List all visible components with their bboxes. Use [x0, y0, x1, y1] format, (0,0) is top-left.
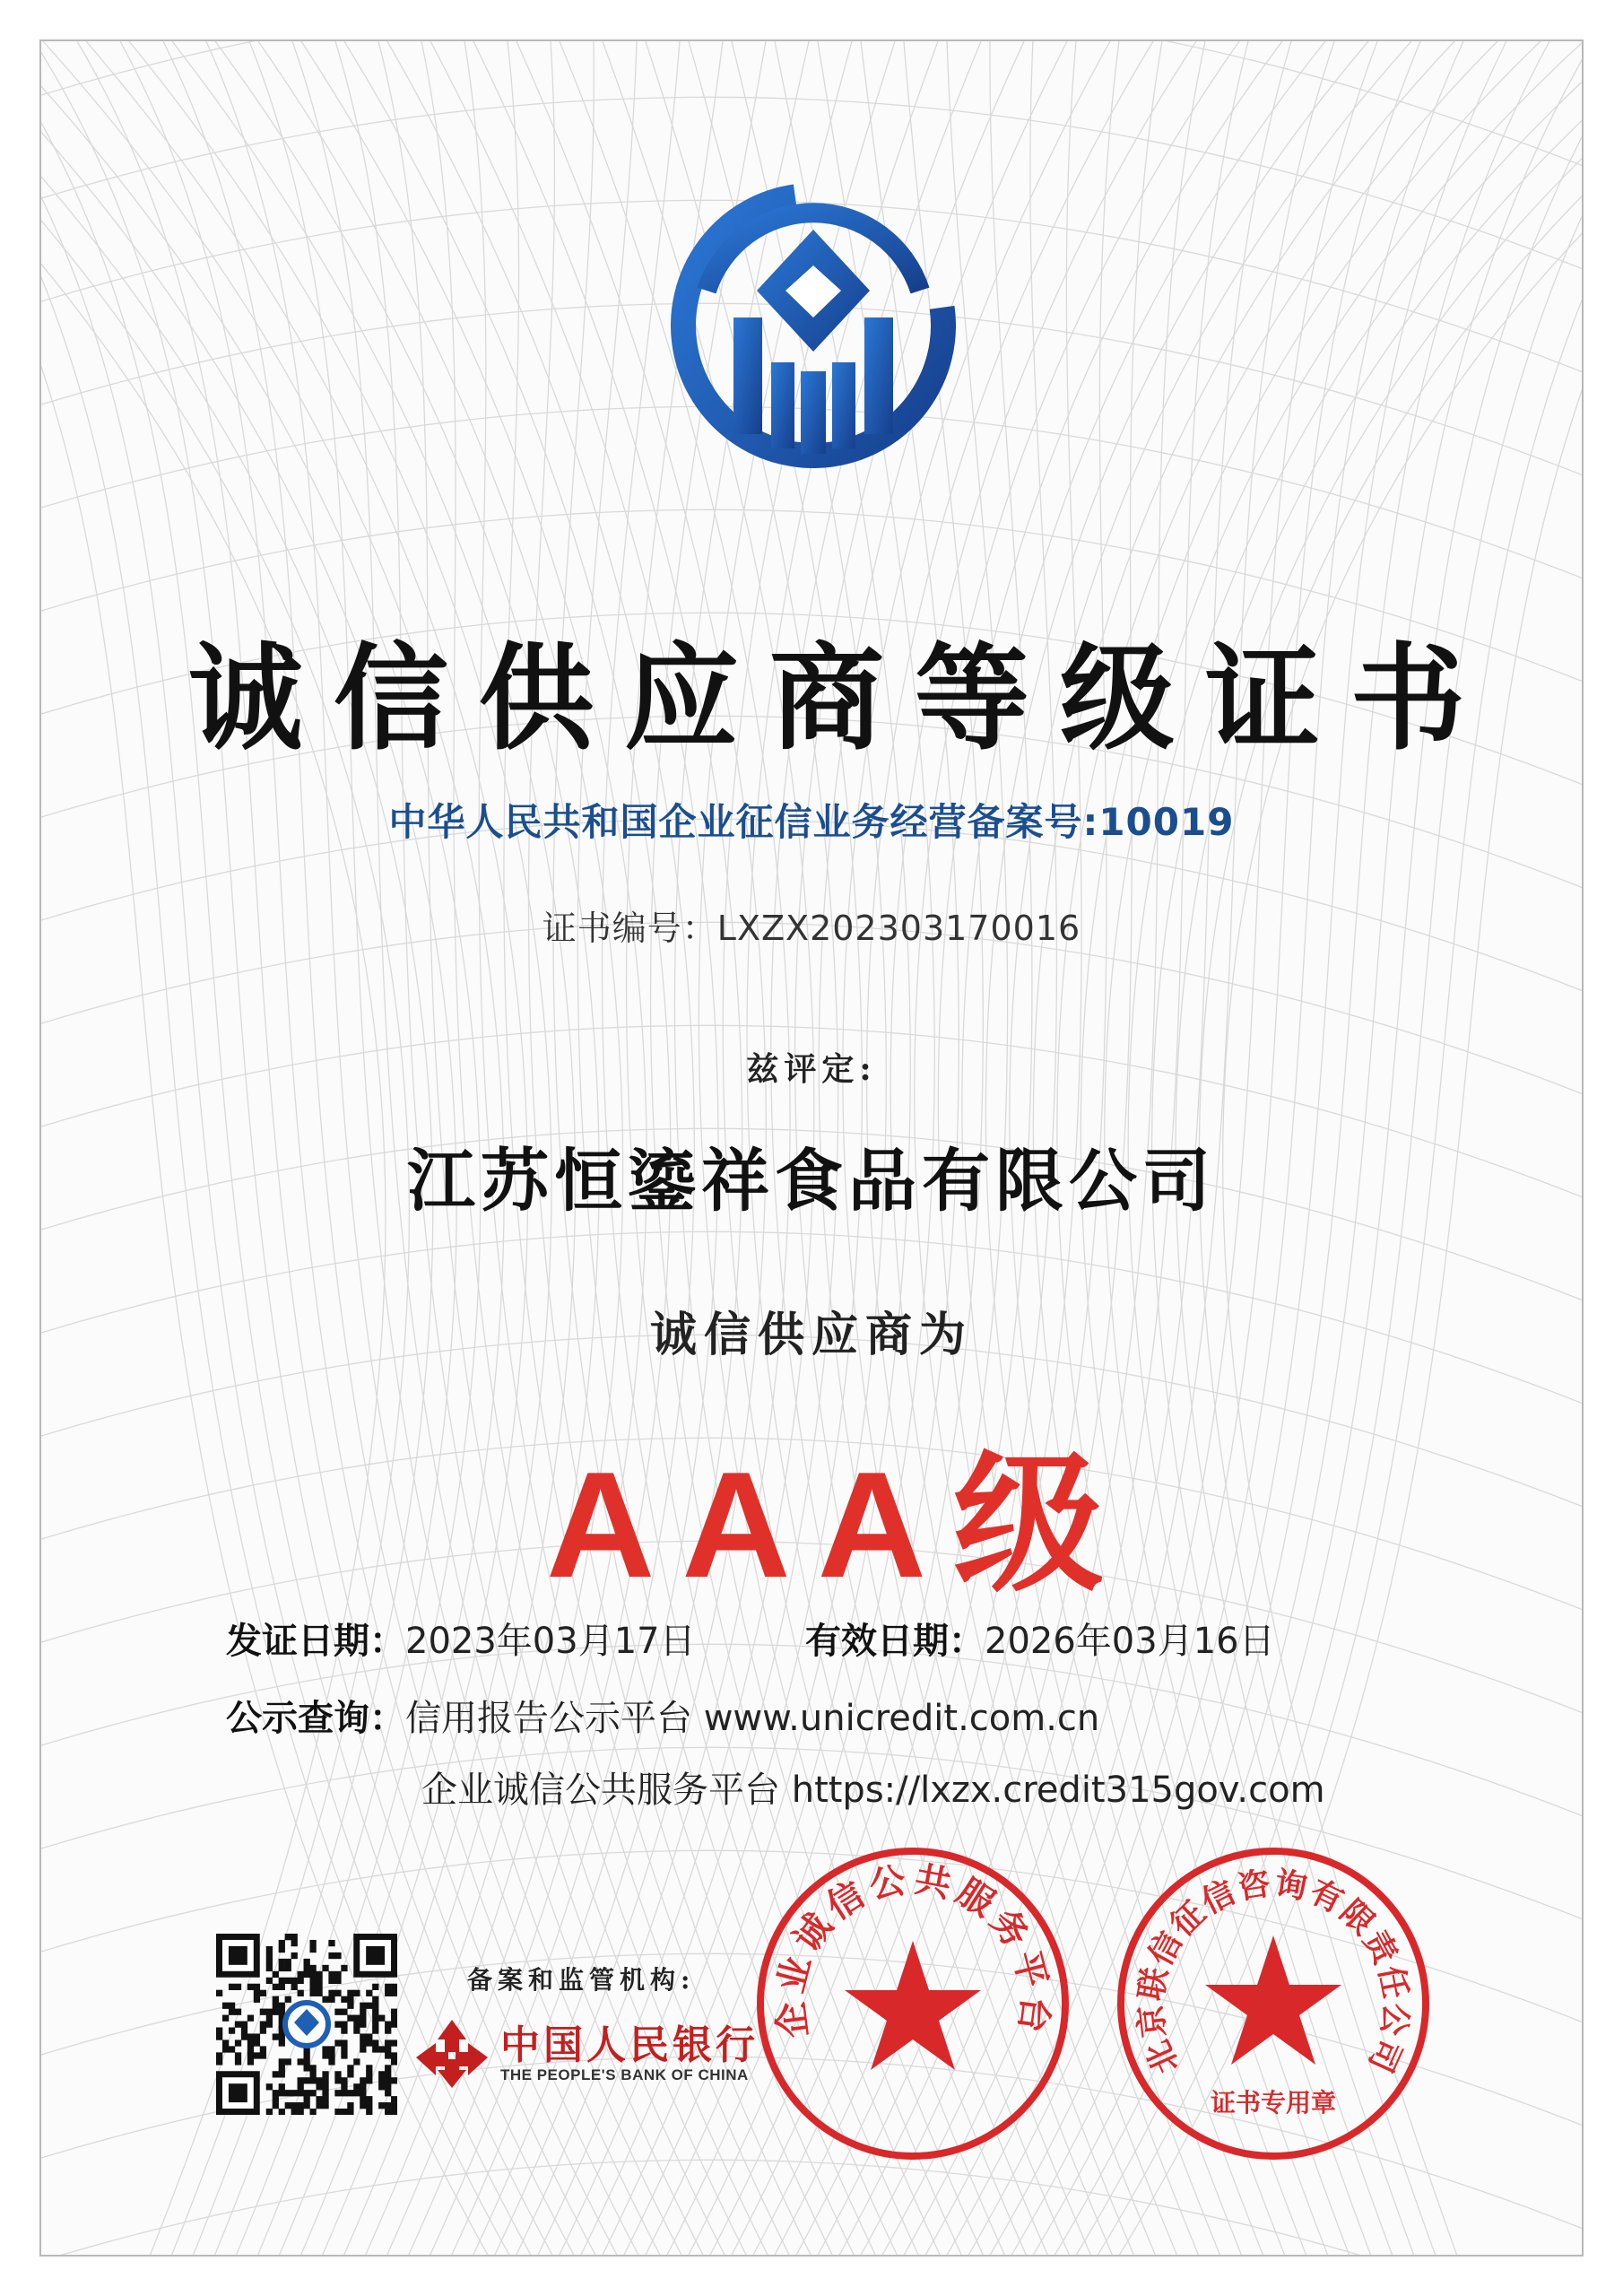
registration-number: 中华人民共和国企业征信业务经营备案号:10019: [388, 800, 1235, 844]
pboc-logo-icon: [411, 2016, 493, 2092]
issue-date-value: 2023年03月17日: [405, 1621, 696, 1662]
certificate-title: 诚信供应商等级证书: [187, 632, 1496, 766]
assessment-intro: 兹评定:: [746, 1050, 877, 1088]
supplier-rating-text: 诚信供应商为: [649, 1308, 973, 1362]
valid-date-value: 2026年03月16日: [985, 1621, 1275, 1662]
seal2-bottom-text: 证书专用章: [1210, 2088, 1337, 2118]
pboc-name-en: THE PEOPLE'S BANK OF CHINA: [500, 2066, 749, 2083]
pboc-name-cn: 中国人民银行: [500, 2022, 759, 2068]
valid-date-label: 有效日期：: [805, 1621, 985, 1662]
seal2-text: 北京联信征信咨询有限责任公司: [1131, 1864, 1416, 2080]
query-platform-1: 信用报告公示平台 www.unicredit.com.cn: [405, 1698, 1100, 1739]
qr-code: [216, 1934, 397, 2115]
company-name: 江苏恒鎏祥食品有限公司: [407, 1141, 1216, 1221]
query-platform-2: 企业诚信公共服务平台 https://lxzx.credit315gov.com: [421, 1770, 1325, 1811]
rating-grade: AAA级: [546, 1440, 1131, 1609]
issue-date-label: 发证日期：: [226, 1621, 405, 1662]
supervisor-label: 备案和监管机构:: [467, 1965, 696, 1995]
query-row: [226, 1690, 1099, 1741]
seal-credit-company: [1112, 1842, 1435, 2165]
seal1-text: 企业诚信公共服务平台: [768, 1857, 1057, 2041]
seal-public-service-platform: [751, 1842, 1074, 2165]
query-label: 公示查询：: [226, 1698, 405, 1739]
credit-emblem-logo: [671, 183, 956, 468]
valid-date-row: [805, 1613, 1275, 1664]
query-row-2: [421, 1761, 1325, 1813]
issue-date-row: [226, 1613, 696, 1664]
certificate-number: 证书编号：LXZX202303170016: [542, 909, 1081, 948]
certificate-frame: [39, 39, 1584, 2257]
